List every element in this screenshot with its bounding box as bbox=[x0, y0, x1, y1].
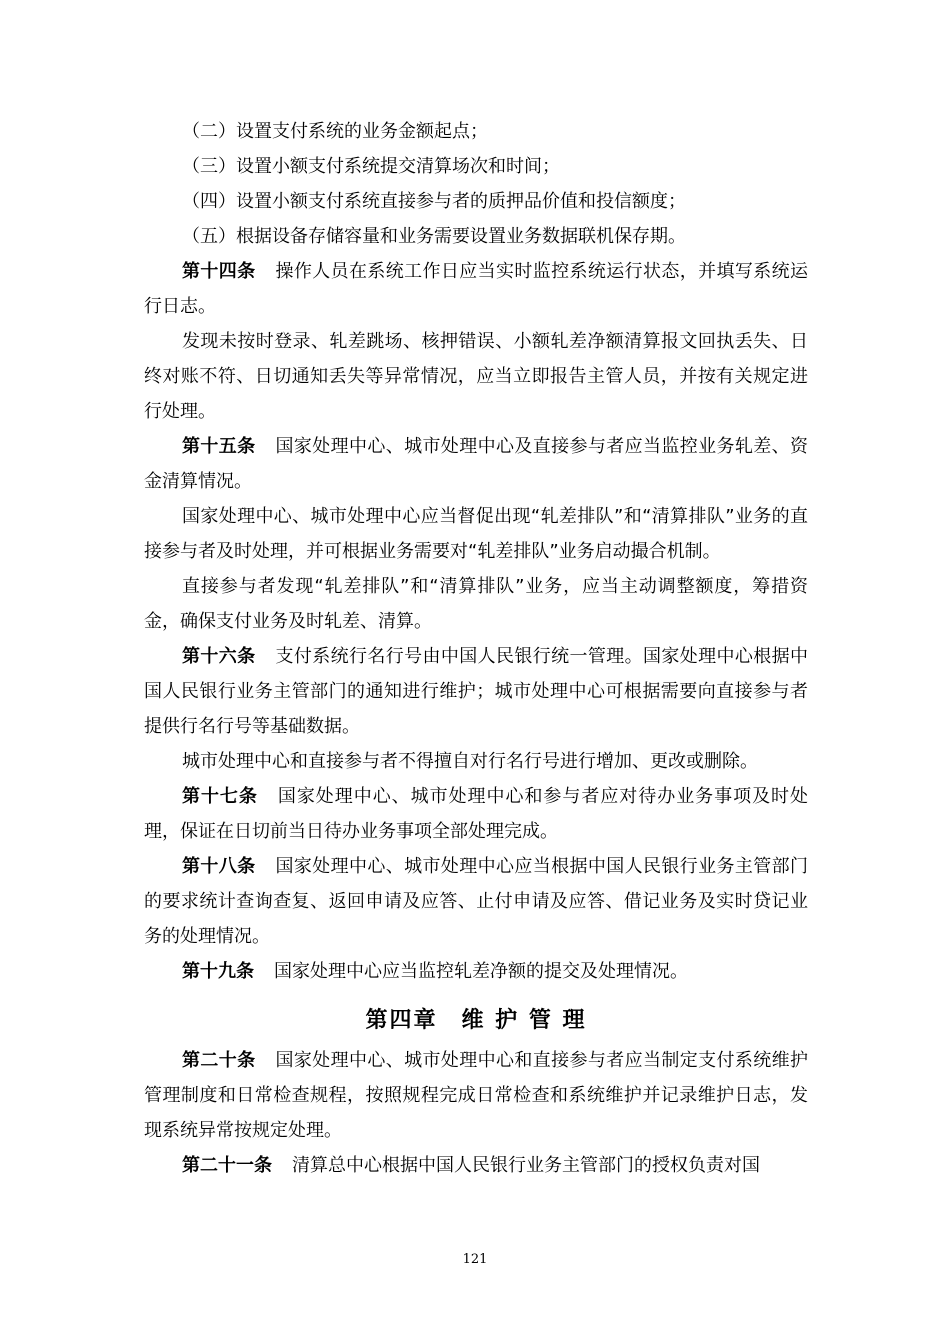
article-text: 国家处理中心、城市处理中心及直接参与者应当监控业务轧差、资金清算情况。 bbox=[144, 436, 808, 492]
article-text: 支付系统行名行号由中国人民银行统一管理。国家处理中心根据中国人民银行业务主管部门的通知进行维护；城市处理中心可根据需要向直接参与者提供行名行号等基础数据。 bbox=[144, 646, 808, 737]
paragraph: 发现未按时登录、轧差跳场、核押错误、小额轧差净额清算报文回执丢失、日终对账不符、日切通知丢失等异常情况，应当立即报告主管人员，并按有关规定进行处理。 bbox=[144, 331, 808, 422]
list-item: （二）设置支付系统的业务金额起点； bbox=[182, 121, 488, 142]
list-item: （四）设置小额支付系统直接参与者的质押品价值和投信额度； bbox=[182, 191, 686, 212]
article-label: 第十六条 bbox=[182, 646, 256, 667]
article-21 bbox=[144, 1148, 808, 1183]
article-text: 国家处理中心、城市处理中心和参与者应对待办业务事项及时处理，保证在日切前当日待办业务事项全部处理完成。 bbox=[144, 786, 809, 842]
article-14 bbox=[144, 254, 808, 324]
page-number: 121 bbox=[462, 1252, 488, 1267]
article-text: 国家处理中心、城市处理中心应当根据中国人民银行业务主管部门的要求统计查询查复、返回申请及应答、止付申请及应答、借记业务及实时贷记业务的处理情况。 bbox=[144, 856, 808, 947]
article-label: 第二十条 bbox=[182, 1050, 256, 1071]
article-text: 国家处理中心应当监控轧差净额的提交及处理情况。 bbox=[274, 961, 688, 982]
article-label: 第十五条 bbox=[182, 436, 256, 457]
article-19 bbox=[144, 954, 808, 989]
article-text: 操作人员在系统工作日应当实时监控系统运行状态，并填写系统运行日志。 bbox=[144, 261, 808, 317]
document-body bbox=[144, 114, 808, 1183]
paragraph: 直接参与者发现“轧差排队”和“清算排队”业务，应当主动调整额度，筹措资金，确保支付业务及时轧差、清算。 bbox=[144, 576, 808, 632]
article-label: 第十四条 bbox=[182, 261, 256, 282]
article-label: 第十七条 bbox=[182, 786, 258, 807]
list-item: （五）根据设备存储容量和业务需要设置业务数据联机保存期。 bbox=[182, 226, 686, 247]
paragraph: 城市处理中心和直接参与者不得擅自对行名行号进行增加、更改或删除。 bbox=[182, 751, 758, 772]
article-label: 第十八条 bbox=[182, 856, 256, 877]
article-text: 清算总中心根据中国人民银行业务主管部门的授权负责对国 bbox=[292, 1155, 760, 1176]
article-label: 第十九条 bbox=[182, 961, 254, 982]
chapter-heading: 第四章 维 护 管 理 bbox=[365, 1008, 587, 1033]
article-16 bbox=[144, 639, 808, 744]
article-17 bbox=[144, 779, 808, 849]
article-label: 第二十一条 bbox=[182, 1155, 272, 1176]
article-15 bbox=[144, 429, 808, 499]
article-20 bbox=[144, 1043, 808, 1148]
article-18 bbox=[144, 849, 808, 954]
paragraph: 国家处理中心、城市处理中心应当督促出现“轧差排队”和“清算排队”业务的直接参与者及时处理，并可根据业务需要对“轧差排队”业务启动撮合机制。 bbox=[144, 506, 808, 562]
list-item: （三）设置小额支付系统提交清算场次和时间； bbox=[182, 156, 560, 177]
article-text: 国家处理中心、城市处理中心和直接参与者应当制定支付系统维护管理制度和日常检查规程，按照规程完成日常检查和系统维护并记录维护日志，发现系统异常按规定处理。 bbox=[144, 1050, 808, 1141]
